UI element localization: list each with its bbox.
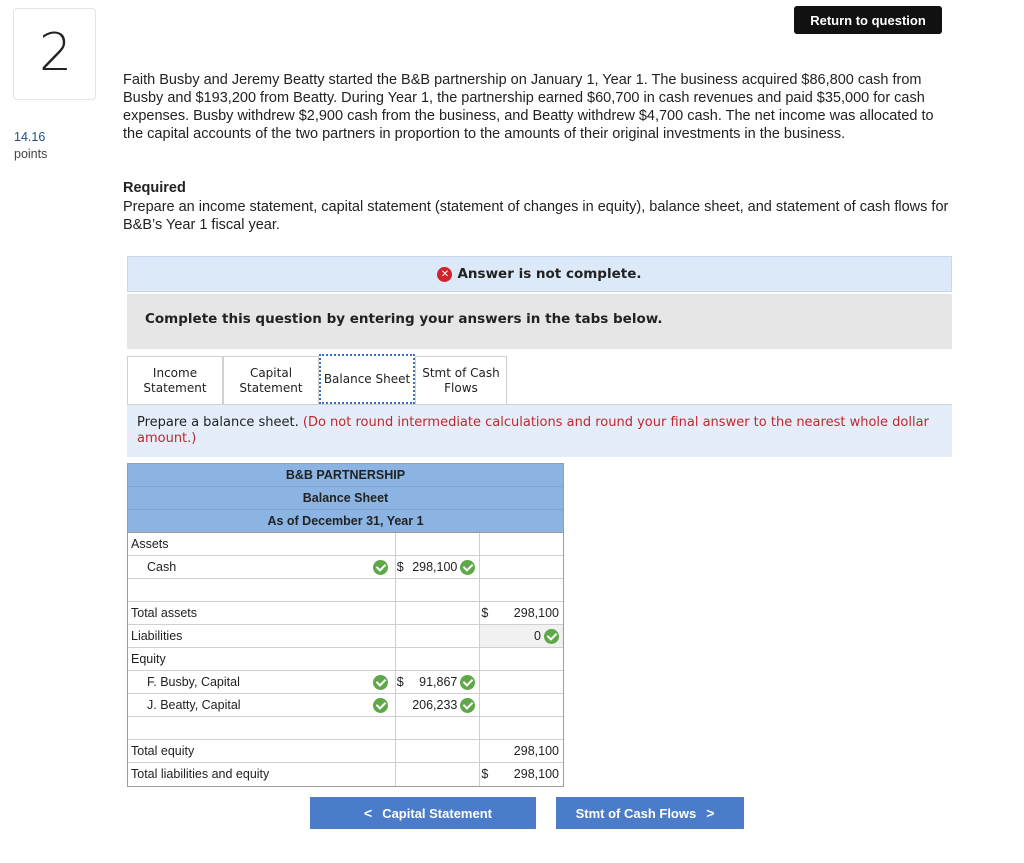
total-assets-value-cell bbox=[479, 602, 563, 624]
cash-dollar: $ bbox=[396, 560, 404, 574]
tab-income-statement[interactable] bbox=[127, 356, 223, 404]
check-icon bbox=[373, 560, 388, 575]
prepare-note-text: (Do not round intermediate calculations and round your final answer to the nearest whole dollar amount.) bbox=[137, 415, 929, 446]
next-stmt-cash-flows-button[interactable] bbox=[556, 797, 744, 829]
blank-input-col2[interactable] bbox=[395, 717, 480, 739]
company-name: B&B PARTNERSHIP bbox=[128, 464, 563, 487]
points-label: points bbox=[14, 147, 48, 161]
answer-status-text: Answer is not complete. bbox=[457, 266, 642, 282]
table-row bbox=[128, 763, 563, 786]
total-assets-label: Total assets bbox=[131, 606, 198, 620]
equity-col3[interactable] bbox=[479, 648, 563, 670]
next-button-label: Stmt of Cash Flows bbox=[575, 805, 697, 821]
busby-dollar: $ bbox=[396, 675, 404, 689]
required-text: Prepare an income statement, capital statement (statement of changes in equity), balance sheet, and statement of cash flows for B&B’s Year 1 fiscal year. bbox=[123, 199, 949, 233]
total-le-value: 298,100 bbox=[513, 767, 559, 781]
total-assets-value: 298,100 bbox=[513, 606, 559, 620]
total-le-value-cell bbox=[479, 763, 563, 786]
total-equity-value-cell bbox=[479, 740, 563, 762]
cash-input[interactable] bbox=[395, 556, 480, 578]
total-le-col2[interactable] bbox=[395, 763, 480, 786]
cash-value: 298,100 bbox=[412, 560, 458, 574]
blank-input-col3[interactable] bbox=[479, 579, 563, 601]
instruction-text: Complete this question by entering your answers in the tabs below. bbox=[127, 294, 952, 349]
prev-button-label: Capital Statement bbox=[382, 805, 492, 821]
prepare-main-text: Prepare a balance sheet. bbox=[137, 415, 299, 430]
liabilities-label: Liabilities bbox=[131, 629, 183, 643]
blank-input-col3[interactable] bbox=[479, 717, 563, 739]
prepare-instructions bbox=[127, 405, 952, 457]
tab-capital-statement[interactable] bbox=[223, 356, 319, 404]
table-row bbox=[128, 625, 563, 648]
total-equity-label: Total equity bbox=[131, 744, 195, 758]
error-x-icon: ✕ bbox=[437, 267, 452, 282]
busby-col3[interactable] bbox=[479, 671, 563, 693]
tab-label: Statement bbox=[143, 380, 207, 395]
table-row bbox=[128, 648, 563, 671]
assets-input-col3[interactable] bbox=[479, 533, 563, 555]
total-equity-value: 298,100 bbox=[513, 744, 559, 758]
check-icon bbox=[460, 560, 475, 575]
table-row bbox=[128, 717, 563, 740]
busby-capital-value: 91,867 bbox=[419, 675, 458, 689]
total-assets-dollar: $ bbox=[481, 606, 489, 620]
statement-date: As of December 31, Year 1 bbox=[128, 510, 563, 533]
tab-label: Balance Sheet bbox=[323, 371, 411, 386]
table-row bbox=[128, 579, 563, 602]
tab-label: Statement bbox=[239, 380, 303, 395]
question-text: Faith Busby and Jeremy Beatty started the B&B partnership on January 1, Year 1. The business acquired $86,800 cash from Busby and $193,200 from Beatty. During Year 1, the partnership earned $60,700 in cash revenues and paid $35,000 for cash expenses. Busby withdrew $2,900 cash from the business, and Beatty withdrew $4,700 cash. The net income was allocated to the capital accounts of the two partners in proportion to the amounts of their original investments in the business. bbox=[123, 72, 934, 142]
chevron-right-icon: > bbox=[706, 805, 715, 821]
question-number: 2 bbox=[38, 23, 73, 83]
statement-tabs bbox=[127, 356, 507, 404]
check-icon bbox=[460, 698, 475, 713]
table-row bbox=[128, 533, 563, 556]
check-icon bbox=[373, 675, 388, 690]
question-number-box bbox=[13, 8, 96, 100]
answer-status-banner bbox=[127, 256, 952, 292]
required-heading: Required bbox=[123, 180, 186, 196]
assets-label: Assets bbox=[131, 537, 169, 551]
busby-capital-label: F. Busby, Capital bbox=[147, 675, 240, 689]
cash-input-col3[interactable] bbox=[479, 556, 563, 578]
prev-capital-statement-button[interactable] bbox=[310, 797, 536, 829]
beatty-capital-input[interactable] bbox=[395, 694, 480, 716]
return-to-question-button[interactable]: Return to question bbox=[794, 6, 942, 34]
table-row bbox=[128, 694, 563, 717]
total-le-dollar: $ bbox=[481, 767, 489, 781]
chevron-left-icon: < bbox=[364, 805, 373, 821]
tab-label: Flows bbox=[444, 380, 478, 395]
table-row bbox=[128, 602, 563, 625]
table-row bbox=[128, 740, 563, 763]
blank-label[interactable] bbox=[128, 579, 395, 601]
beatty-capital-label: J. Beatty, Capital bbox=[147, 698, 241, 712]
liabilities-input[interactable] bbox=[479, 625, 563, 647]
assets-input-col2[interactable] bbox=[395, 533, 480, 555]
table-row bbox=[128, 556, 563, 579]
table-row bbox=[128, 671, 563, 694]
tab-balance-sheet[interactable] bbox=[319, 354, 415, 404]
beatty-capital-value: 206,233 bbox=[412, 698, 458, 712]
total-liabilities-equity-label: Total liabilities and equity bbox=[131, 767, 270, 781]
busby-capital-input[interactable] bbox=[395, 671, 480, 693]
liabilities-value: 0 bbox=[534, 629, 541, 643]
liabilities-col2[interactable] bbox=[395, 625, 480, 647]
tab-stmt-of-cash-flows[interactable] bbox=[415, 356, 507, 404]
total-assets-col2[interactable] bbox=[395, 602, 480, 624]
tab-label: Stmt of Cash bbox=[422, 365, 500, 380]
points-value: 14.16 bbox=[14, 130, 46, 144]
beatty-col3[interactable] bbox=[479, 694, 563, 716]
equity-col2[interactable] bbox=[395, 648, 480, 670]
equity-label: Equity bbox=[131, 652, 166, 666]
check-icon bbox=[460, 675, 475, 690]
blank-input-col2[interactable] bbox=[395, 579, 480, 601]
check-icon bbox=[373, 698, 388, 713]
blank-label[interactable] bbox=[128, 717, 395, 739]
check-icon bbox=[544, 629, 559, 644]
statement-title: Balance Sheet bbox=[128, 487, 563, 510]
tab-label: Capital bbox=[249, 365, 293, 380]
cash-label: Cash bbox=[147, 560, 177, 574]
tab-label: Income bbox=[152, 365, 198, 380]
total-equity-col2[interactable] bbox=[395, 740, 480, 762]
balance-sheet-table bbox=[127, 463, 564, 787]
